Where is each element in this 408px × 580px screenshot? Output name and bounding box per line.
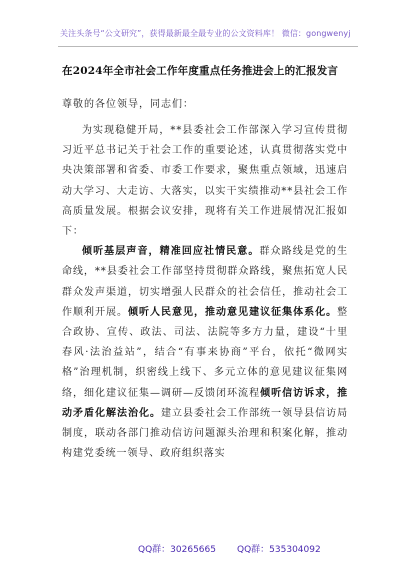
footer-qq-group-1: QQ群：30265665 <box>138 545 216 555</box>
subheading-opinions: 倾听人民意见，推动意见建议征集体系化。 <box>128 306 338 318</box>
paragraph-text: 建立县委社会工作部统一领导县信访局制度，联动各部门推动信访问题源头治理和积案化解，推动构建党委统一领导、政府组织落实 <box>62 407 348 460</box>
header-note: 关注头条号“公文研究”，获得最新最全最专业的公文资料库！ 微信：gongwenyj <box>60 29 351 38</box>
salutation: 尊敬的各位领导，同志们： <box>62 99 194 110</box>
paragraph-section-1 <box>62 242 348 464</box>
document-title: 在2024年全市社会工作年度重点任务推进会上的汇报发言 <box>62 65 339 77</box>
footer-qq-group-2: QQ群：535304092 <box>237 545 321 555</box>
document-body <box>62 121 348 464</box>
paragraph-intro: 为实现稳健开局，**县委社会工作部深入学习宣传贯彻习近平总书记关于社会工作的重要论述，认真贯彻落实党中央决策部署和省委、市委工作要求，聚焦重点领域，迅速启动大学习、大走访、大落实，以实干实绩推动**县社会工作高质量发展。根据会议安排，现将有关工作进展情况汇报如下： <box>62 125 348 238</box>
paragraph-text: 整合政协、宣传、政法、司法、法院等多方力量，建设“十里春风·法治益站”，结合“有事来协商”平台，依托“微网实格”治理机制，织密线上线下、多元立体的意见建议征集网络，细化建议征集—调研—反馈闭环流程 <box>62 306 348 399</box>
header-divider <box>58 46 358 47</box>
subheading-petitions: 倾听信访诉求，推动矛盾化解法治化。 <box>62 387 349 419</box>
paragraph-text: 群众路线是党的生命线，**县委社会工作部坚持贯彻群众路线，聚焦拓宽人民群众发声渠道，切实增强人民群众的社会信任，推动社会工作顺利开展。 <box>62 246 349 318</box>
section-heading: 倾听基层声音，精准回应社情民意。 <box>82 246 260 258</box>
